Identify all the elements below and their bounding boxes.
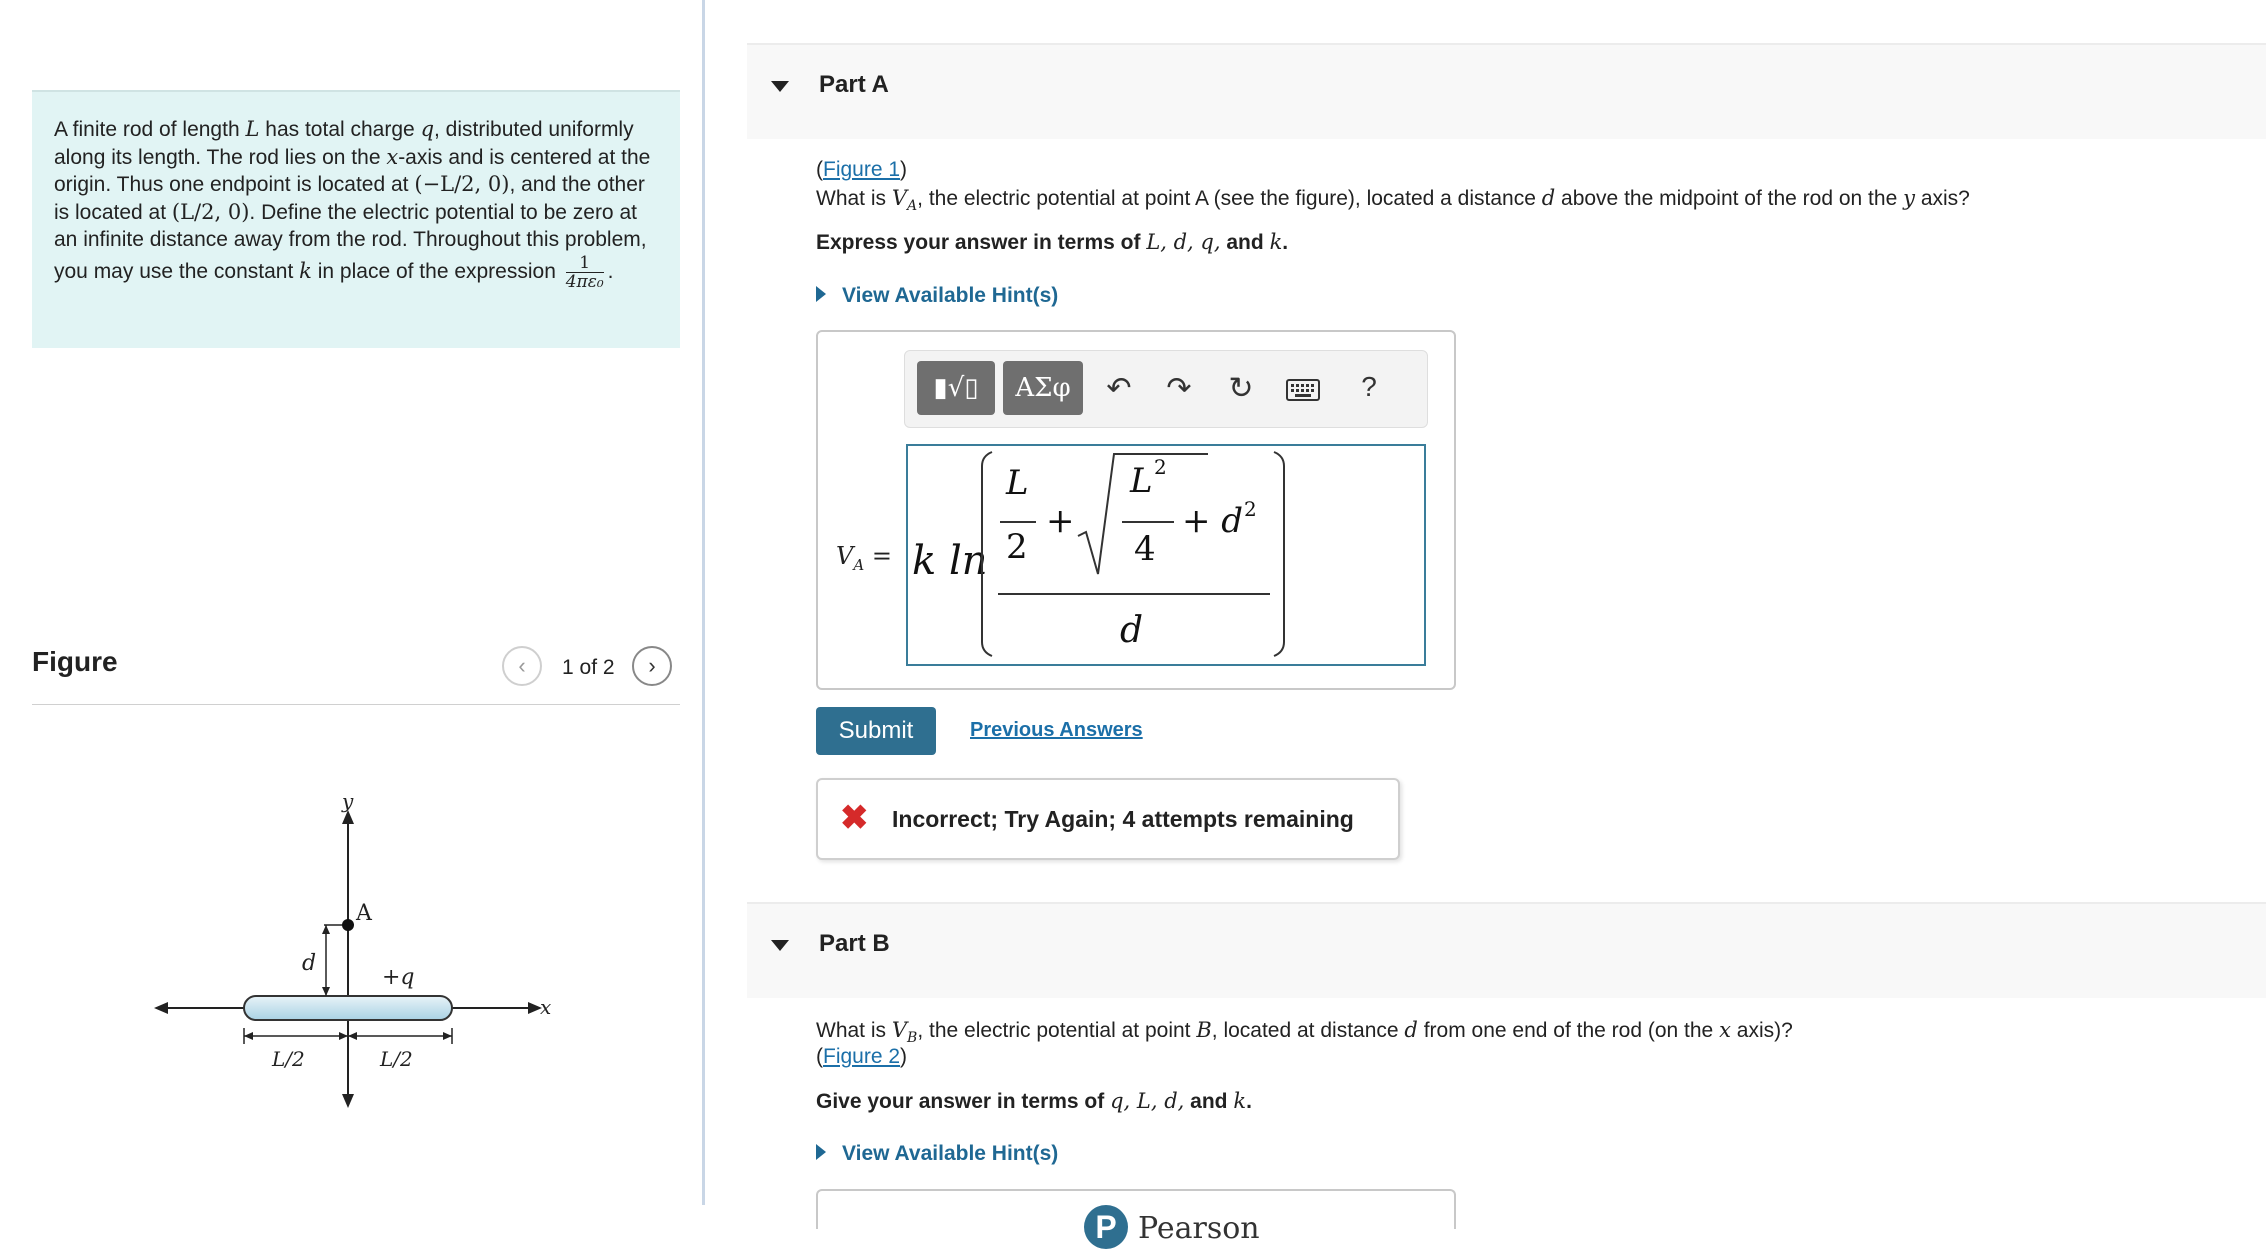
question-text: , the electric potential at point: [917, 1019, 1191, 1042]
x-axis-arrow-left: [154, 1002, 168, 1014]
pearson-brand: Pearson: [1138, 1211, 1260, 1246]
d-exponent: 2: [1244, 497, 1257, 521]
v-letter: V: [836, 542, 854, 570]
problem-text: . Define the electric potential to be zero at an infinite distance away from the rod. Throughout this problem, you may use the constant: [54, 200, 647, 283]
rod-figure: [150, 780, 570, 1120]
collapse-triangle-icon: [771, 940, 789, 951]
instruction-text: Express your answer in terms of: [816, 231, 1141, 254]
part-a-hint-toggle[interactable]: [816, 284, 1058, 308]
right-half-label: L/2: [380, 1047, 413, 1071]
instruction-text: .: [1282, 231, 1289, 254]
next-figure-button[interactable]: [632, 646, 672, 686]
undo-button[interactable]: [1101, 371, 1137, 406]
question-text: , the electric potential at point A (see the figure), located a distance: [917, 187, 1536, 210]
y-axis-label: y: [342, 789, 354, 813]
d-arrow-up: [322, 925, 330, 934]
frac1-denominator: 2: [1006, 527, 1028, 567]
fraction-denominator: 4πε₀: [565, 271, 604, 292]
fraction-numerator: 1: [566, 254, 604, 273]
frac2-numerator: L: [1130, 461, 1153, 501]
keyboard-icon: [1286, 379, 1320, 401]
l-arrow-4: [443, 1032, 452, 1040]
math-toolbar: [904, 350, 1428, 428]
v-subscript: B: [907, 1030, 918, 1047]
instruction-text: and: [1226, 231, 1264, 254]
feedback-message: Incorrect; Try Again; 4 attempts remaining: [892, 806, 1354, 832]
l-arrow-3: [348, 1032, 357, 1040]
var-x: x: [386, 144, 399, 169]
templates-button[interactable]: [917, 361, 995, 415]
question-text: What is: [816, 187, 887, 210]
feedback-box: [816, 778, 1400, 860]
problem-text: has total charge: [265, 118, 415, 141]
point-a-label: A: [356, 901, 372, 926]
problem-text: -axis and is centered at the origin. Thus one endpoint is located at: [54, 145, 651, 196]
figure-1-link[interactable]: Figure 1: [823, 158, 901, 181]
var-x: x: [1719, 1018, 1731, 1042]
v-letter: V: [891, 1018, 908, 1042]
equation-label: [836, 542, 892, 574]
collapse-triangle-icon: [771, 81, 789, 92]
equals-sign: =: [864, 542, 892, 570]
plus-sign: +: [1046, 501, 1075, 541]
problem-text: , and the other is located at: [54, 173, 645, 224]
question-text: , located at distance: [1211, 1019, 1399, 1042]
var-d: d: [1404, 1018, 1418, 1042]
var-L: L: [245, 117, 260, 141]
var-k: k: [299, 258, 312, 283]
symbols-button[interactable]: [1003, 361, 1083, 415]
instruction-vars: L, d, q,: [1146, 230, 1221, 254]
point-a-dot: [342, 919, 354, 931]
y-axis-arrow-down: [342, 1094, 354, 1108]
part-b-header[interactable]: [747, 902, 2266, 998]
d-label: d: [302, 951, 317, 976]
pearson-logo-letter: P: [1095, 1208, 1117, 1245]
left-half-label: L/2: [272, 1047, 305, 1071]
v-b-symbol: [891, 1018, 918, 1047]
x-axis-label: x: [540, 995, 552, 1019]
help-button[interactable]: [1351, 371, 1387, 403]
figure-2-link[interactable]: Figure 2: [823, 1045, 901, 1068]
part-b-hint-toggle[interactable]: [816, 1142, 1058, 1166]
problem-text: , distributed uniformly along its length. The rod lies on the: [54, 118, 634, 169]
keyboard-button[interactable]: [1285, 375, 1321, 409]
v-subscript: A: [907, 198, 918, 215]
submit-button[interactable]: Submit: [816, 707, 936, 755]
v-letter: V: [891, 186, 908, 210]
part-b-instructions: [816, 1089, 1252, 1114]
var-k: k: [1269, 230, 1283, 254]
v-a-symbol: [891, 186, 918, 215]
charge-label: +q: [382, 965, 415, 990]
redo-button[interactable]: [1161, 371, 1197, 406]
hint-label: View Available Hint(s): [842, 1142, 1059, 1165]
instruction-text: Give your answer in terms of: [816, 1090, 1105, 1113]
var-y: y: [1903, 186, 1915, 210]
templates-icon: ▮√▯: [933, 373, 979, 403]
pearson-logo: [1084, 1205, 1128, 1249]
hint-label: View Available Hint(s): [842, 284, 1059, 307]
caret-right-icon: [816, 1144, 826, 1160]
main-denominator: d: [1120, 610, 1144, 651]
coulomb-fraction: [566, 254, 604, 291]
part-a-title: Part A: [819, 71, 889, 98]
chevron-right-icon: ›: [648, 653, 656, 678]
instruction-text: .: [1246, 1090, 1252, 1113]
undo-icon: ↶: [1106, 372, 1132, 405]
answer-expression: [908, 446, 1424, 664]
prev-figure-button[interactable]: [502, 646, 542, 686]
figure-header: [32, 642, 680, 705]
redo-icon: ↷: [1166, 372, 1192, 405]
right-paren: [1274, 452, 1284, 656]
answer-input[interactable]: [906, 444, 1426, 666]
part-b-title: Part B: [819, 930, 890, 957]
symbols-label: ΑΣφ: [1015, 373, 1071, 403]
k-ln-text: k ln: [912, 538, 988, 584]
problem-panel: [0, 0, 702, 1246]
var-b: B: [1196, 1018, 1212, 1042]
pearson-footer: [1084, 1205, 1284, 1246]
help-icon: ?: [1361, 371, 1377, 402]
part-b-question: [816, 1018, 1793, 1046]
frac2-exponent: 2: [1154, 455, 1167, 479]
part-a-instructions: [816, 230, 1288, 255]
instruction-vars: q, L, d,: [1110, 1089, 1185, 1113]
answer-box: [816, 330, 1456, 690]
var-q: q: [420, 117, 435, 141]
question-text: above the midpoint of the rod on the: [1561, 187, 1898, 210]
figure-title: Figure: [32, 646, 118, 677]
question-text: from one end of the rod (on the: [1423, 1019, 1714, 1042]
frac1-numerator: L: [1006, 463, 1029, 503]
figure-counter: 1 of 2: [562, 656, 615, 679]
problem-text: .: [607, 259, 614, 283]
l-arrow-2: [339, 1032, 348, 1040]
reset-button[interactable]: [1223, 371, 1259, 406]
l-arrow-1: [244, 1032, 253, 1040]
question-text: What is: [816, 1019, 887, 1042]
var-k: k: [1233, 1089, 1247, 1113]
part-a-question: [816, 186, 1970, 214]
x-icon: ✖: [840, 799, 869, 837]
chevron-left-icon: ‹: [518, 653, 526, 678]
question-text: axis)?: [1736, 1019, 1793, 1042]
var-d: d: [1541, 186, 1556, 210]
charged-rod: [244, 996, 452, 1020]
problem-text: in place of the expression: [317, 259, 556, 283]
plus-d-term: + d: [1182, 501, 1244, 541]
reset-icon: ↻: [1228, 372, 1254, 405]
part-a-header[interactable]: [747, 43, 2266, 139]
question-text: axis?: [1920, 187, 1970, 210]
instruction-text: and: [1190, 1090, 1228, 1113]
part-b-figure-ref: (Figure 2): [816, 1045, 908, 1068]
d-arrow-down: [322, 987, 330, 996]
previous-answers-link[interactable]: Previous Answers: [970, 719, 1143, 741]
part-a-figure-ref: (Figure 1): [816, 158, 908, 181]
caret-right-icon: [816, 286, 826, 302]
panel-divider[interactable]: [702, 0, 705, 1205]
endpoint-right: (L/2, 0): [171, 199, 250, 224]
endpoint-left: (−L/2, 0): [414, 172, 510, 196]
frac2-denominator: 4: [1134, 529, 1156, 569]
problem-statement: [32, 90, 680, 348]
v-subscript: A: [853, 555, 865, 574]
problem-text: A finite rod of length: [54, 118, 240, 141]
